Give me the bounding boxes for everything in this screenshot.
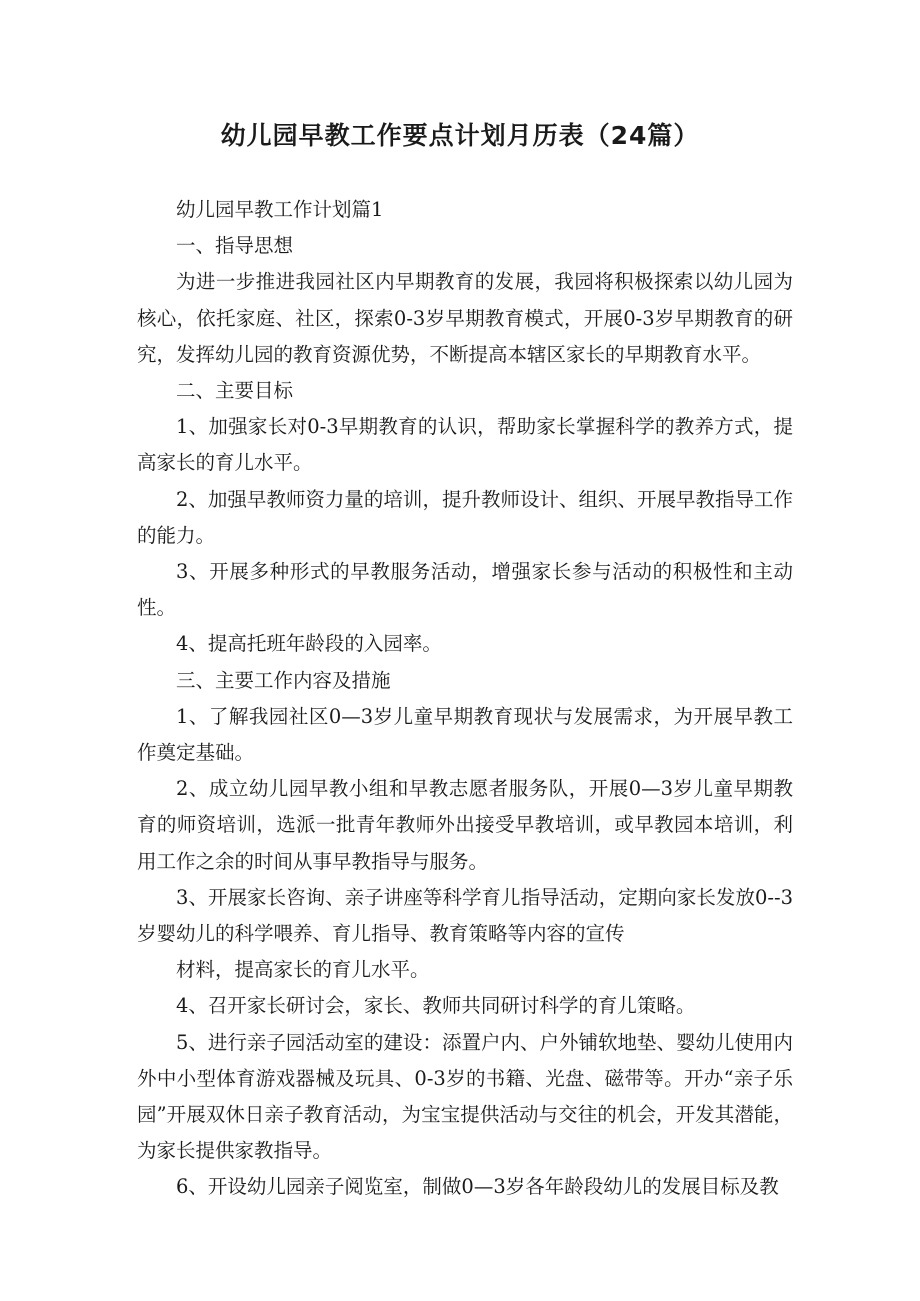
subsection-heading: 二、主要目标 [176, 379, 294, 403]
paragraph: 5、进行亲子园活动室的建设：添置户内、户外铺软地垫、婴幼儿使用内外中小型体育游戏器械及玩具、0-3岁的书籍、光盘、磁带等。开办“亲子乐园”开展双休日亲子教育活动，为宝宝提供活动与交往的机会，开发其潜能，为家长提供家教指导。 [137, 1030, 793, 1163]
paragraph: 3、开展多种形式的早教服务活动，增强家长参与活动的积极性和主动性。 [137, 560, 793, 620]
paragraph: 1、加强家长对0-3早期教育的认识，帮助家长掌握科学的教养方式，提高家长的育儿水平。 [137, 415, 793, 475]
document-body [137, 192, 793, 1206]
section-heading: 幼儿园早教工作计划篇1 [176, 198, 384, 221]
paragraph: 为进一步推进我园社区内早期教育的发展，我园将积极探索以幼儿园为核心，依托家庭、社区，探索0-3岁早期教育模式，开展0-3岁早期教育的研究，发挥幼儿园的教育资源优势，不断提高本辖区家长的早期教育水平。 [137, 270, 793, 366]
subsection-heading: 一、指导思想 [176, 234, 294, 258]
paragraph: 1、了解我园社区0—3岁儿童早期教育现状与发展需求，为开展早教工作奠定基础。 [137, 704, 793, 765]
document-title: 幼儿园早教工作要点计划月历表（24篇） [220, 121, 700, 150]
paragraph: 6、开设幼儿园亲子阅览室，制做0—3岁各年龄段幼儿的发展目标及教 [176, 1175, 779, 1199]
paragraph: 3、开展家长咨询、亲子讲座等科学育儿指导活动，定期向家长发放0--3岁婴幼儿的科学喂养、育儿指导、教育策略等内容的宣传 [137, 885, 793, 946]
subsection-heading: 三、主要工作内容及措施 [176, 668, 391, 692]
paragraph: 2、成立幼儿园早教小组和早教志愿者服务队，开展0—3岁儿童早期教育的师资培训，选派一批青年教师外出接受早教培训，或早教园本培训，利用工作之余的时间从事早教指导与服务。 [137, 777, 793, 873]
paragraph: 材料，提高家长的育儿水平。 [176, 958, 430, 982]
paragraph: 2、加强早教师资力量的培训，提升教师设计、组织、开展早教指导工作的能力。 [137, 487, 793, 547]
paragraph: 4、提高托班年龄段的入园率。 [176, 632, 442, 656]
paragraph: 4、召开家长研讨会，家长、教师共同研讨科学的育儿策略。 [176, 994, 696, 1018]
